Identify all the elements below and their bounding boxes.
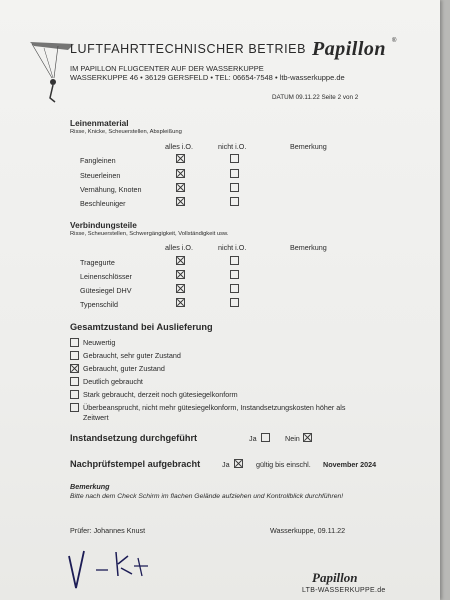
valid-until-label: gültig bis einschl. (256, 460, 311, 469)
section-title-leinenmaterial: Leinenmaterial (70, 118, 129, 128)
repair-nein-label: Nein (285, 434, 300, 443)
company-title: LUFTFAHRTTECHNISCHER BETRIEB (70, 42, 307, 56)
place-date: Wasserkuppe, 09.11.22 (270, 526, 346, 535)
checkbox-nok[interactable] (230, 270, 239, 279)
condition-label: Gebraucht, sehr guter Zustand (83, 351, 181, 360)
date-page-line: DATUM 09.11.22 Seite 2 von 2 (272, 94, 359, 101)
column-header-nok: nicht i.O. (218, 243, 247, 252)
registered-mark: ® (392, 38, 397, 44)
checkbox-ok[interactable] (176, 256, 185, 265)
company-subtitle: IM PAPILLON FLUGCENTER AUF DER WASSERKUPPE (70, 64, 264, 73)
company-address: WASSERKUPPE 46 • 36129 GERSFELD • TEL: 06654-7548 • ltb-wasserkuppe.de (70, 73, 345, 82)
column-header-nok: nicht i.O. (218, 142, 247, 151)
stamp-brand-logo: Papillon (312, 570, 358, 585)
condition-label: Neuwertig (83, 338, 116, 347)
section-subtitle: Risse, Knicke, Scheuerstellen, Abspleißung (70, 129, 182, 135)
condition-label: Deutlich gebraucht (83, 377, 143, 386)
item-label: Fangleinen (80, 156, 116, 165)
inspection-ja-label: Ja (222, 460, 230, 469)
inspection-stamp-label: Nachprüfstempel aufgebracht (70, 459, 201, 469)
brand-logo: Papillon (312, 38, 387, 60)
item-label: Steuerleinen (80, 171, 121, 180)
column-header-ok: alles i.O. (165, 142, 193, 151)
checkbox-nok[interactable] (230, 284, 239, 293)
condition-checkbox[interactable] (70, 390, 79, 399)
item-label: Beschleuniger (80, 199, 126, 208)
glider-logo-icon (28, 38, 76, 108)
column-header-remark: Bemerkung (290, 243, 327, 252)
column-header-remark: Bemerkung (290, 142, 327, 151)
valid-until-value: November 2024 (323, 460, 377, 469)
checkbox-nok[interactable] (230, 256, 239, 265)
condition-checkbox[interactable] (70, 403, 79, 412)
checkbox-nok[interactable] (230, 169, 239, 178)
repair-nein-checkbox[interactable] (303, 433, 312, 442)
signature-icon (66, 548, 156, 598)
repair-ja-label: Ja (249, 434, 257, 443)
item-label: Leinenschlösser (80, 272, 132, 281)
item-label: Typenschild (80, 300, 118, 309)
checkbox-ok[interactable] (176, 183, 185, 192)
condition-label: Überbeansprucht, nicht mehr gütesiegelkonform, Instandsetzungskosten höher als (83, 403, 346, 412)
column-header-ok: alles i.O. (165, 243, 193, 252)
item-label: Tragegurte (80, 258, 115, 267)
checkbox-ok[interactable] (176, 284, 185, 293)
repair-label: Instandsetzung durchgeführt (70, 433, 198, 443)
checkbox-ok[interactable] (176, 169, 185, 178)
checkbox-ok[interactable] (176, 270, 185, 279)
section-subtitle: Risse, Scheuerstellen, Schwergängigkeit, Vollständigkeit usw. (70, 231, 229, 237)
condition-checkbox[interactable] (70, 351, 79, 360)
condition-checkbox[interactable] (70, 377, 79, 386)
checkbox-ok[interactable] (176, 197, 185, 206)
repair-ja-checkbox[interactable] (261, 433, 270, 442)
condition-checkbox[interactable] (70, 338, 79, 347)
condition-label: Gebraucht, guter Zustand (83, 364, 165, 373)
checkbox-ok[interactable] (176, 154, 185, 163)
stamp-website: LTB-WASSERKUPPE.de (302, 587, 386, 594)
condition-label: Stark gebraucht, derzeit noch gütesiegelkonform (83, 390, 238, 399)
condition-checkbox[interactable] (70, 364, 79, 373)
checkbox-nok[interactable] (230, 183, 239, 192)
condition-label-continued: Zeitwert (83, 413, 109, 422)
remark-text: Bitte nach dem Check Schirm im flachen Gelände aufziehen und Kontrollblick durchführen! (70, 493, 344, 500)
checkbox-nok[interactable] (230, 197, 239, 206)
inspection-ja-checkbox[interactable] (234, 459, 243, 468)
item-label: Gütesiegel DHV (80, 286, 132, 295)
checkbox-nok[interactable] (230, 154, 239, 163)
checkbox-nok[interactable] (230, 298, 239, 307)
inspector-name: Prüfer: Johannes Knust (70, 526, 146, 535)
checkbox-ok[interactable] (176, 298, 185, 307)
remark-title: Bemerkung (70, 482, 110, 491)
item-label: Vernähung, Knoten (80, 185, 142, 194)
section-title-verbindungsteile: Verbindungsteile (70, 220, 137, 230)
section-title-gesamtzustand: Gesamtzustand bei Auslieferung (70, 322, 213, 332)
